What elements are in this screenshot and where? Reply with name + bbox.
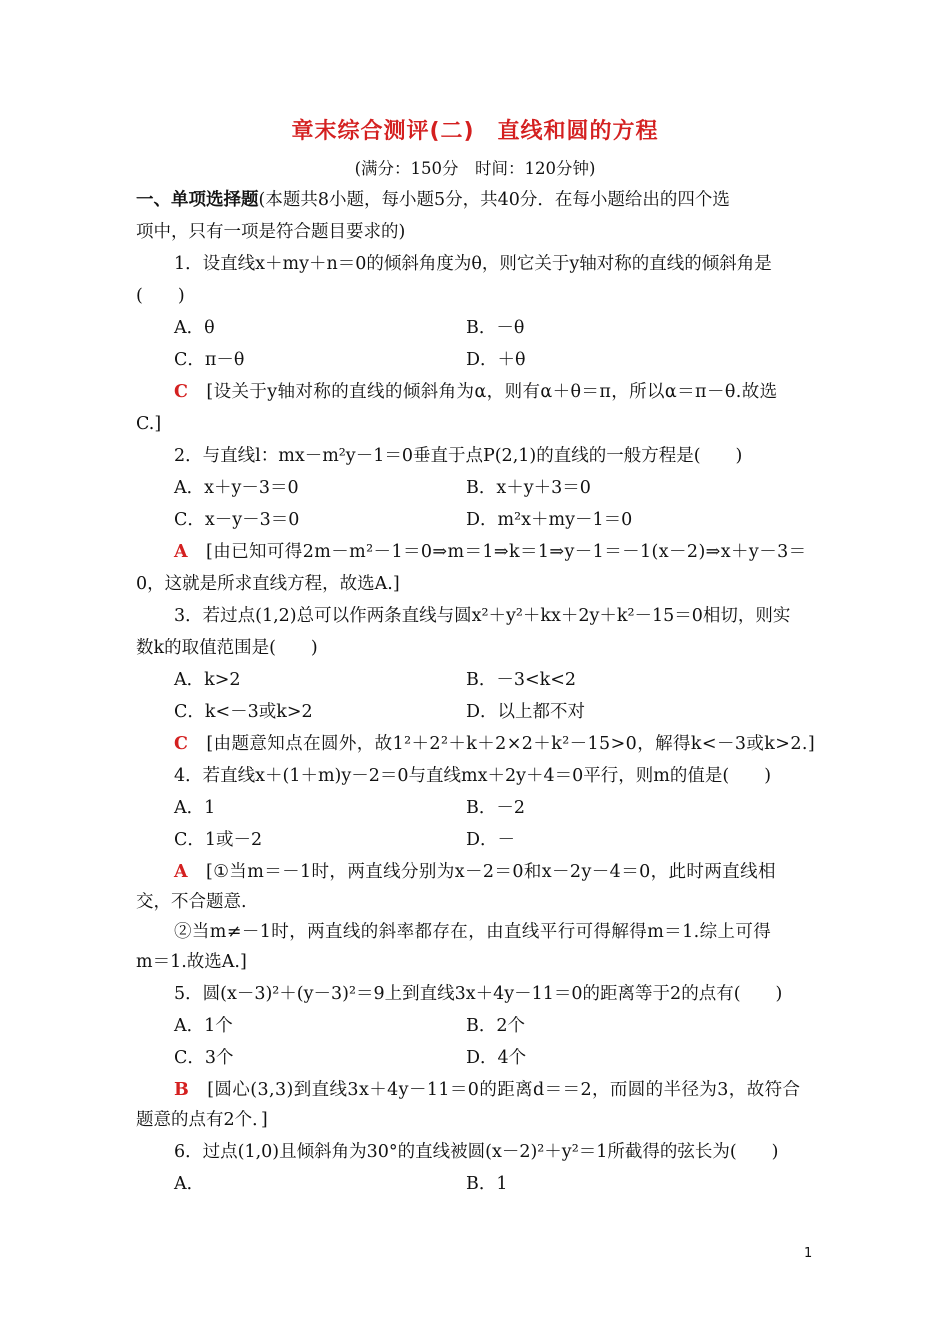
page-subtitle: (满分：150分 时间：120分钟) xyxy=(354,159,596,178)
q5-solution-1: [圆心(3,3)到直线3x＋4y－11＝0的距离d＝＝2，而圆的半径为3，故符合 xyxy=(207,1080,801,1100)
q4-answer: A xyxy=(174,862,188,882)
section-desc-2: 项中，只有一项是符合题目要求的) xyxy=(136,222,406,242)
q5-option-c: C．3个 xyxy=(174,1048,234,1068)
q6-stem-1: 6．过点(1,0)且倾斜角为30°的直线被圆(x－2)²＋y²＝1所截得的弦长为( ) xyxy=(174,1142,779,1162)
q6-option-a: A． xyxy=(174,1174,205,1194)
q2-solution-2: 0，这就是所求直线方程，故选A.] xyxy=(136,574,400,594)
q3-solution-1: [由题意知点在圆外，故1²＋2²＋k＋2×2＋k²－15>0，解得k<－3或k>2.] xyxy=(206,734,816,754)
q5-answer: B xyxy=(174,1080,190,1100)
q2-option-b: B．x＋y＋3＝0 xyxy=(466,478,591,498)
q1-stem-2: ( ) xyxy=(136,286,185,306)
q3-option-a: A．k>2 xyxy=(174,670,241,690)
q4-solution-4: m＝1.故选A.] xyxy=(136,952,247,972)
q2-option-d: D．m²x＋my－1＝0 xyxy=(466,510,633,530)
q4-option-d: D．－ xyxy=(466,830,516,850)
q4-solution-3: ②当m≠－1时，两直线的斜率都存在，由直线平行可得解得m＝1.综上可得 xyxy=(174,922,772,942)
q4-solution-1: [①当m＝－1时，两直线分别为x－2＝0和x－2y－4＝0，此时两直线相 xyxy=(205,862,776,882)
q4-solution-2: 交，不合题意. xyxy=(136,892,247,912)
q4-option-b: B．－2 xyxy=(466,798,525,818)
q5-solution-2: 题意的点有2个．] xyxy=(136,1110,268,1130)
q5-option-b: B．2个 xyxy=(466,1016,525,1036)
q4-option-a: A．1 xyxy=(174,798,216,818)
q5-option-a: A．1个 xyxy=(174,1016,233,1036)
q4-option-c: C．1或－2 xyxy=(174,830,263,850)
q3-option-d: D．以上都不对 xyxy=(466,702,586,722)
q1-solution xyxy=(174,380,778,404)
q3-option-c: C．k<－3或k>2 xyxy=(174,702,313,722)
page-number: 1 xyxy=(804,1246,813,1261)
q1-option-d: D．＋θ xyxy=(466,350,526,370)
q2-answer: A xyxy=(174,542,188,562)
q2-solution xyxy=(174,540,807,564)
page-title: 章末综合测评(二) 直线和圆的方程 xyxy=(291,119,659,144)
section-header xyxy=(136,188,730,212)
q4-solution xyxy=(174,860,776,884)
q1-option-a: A．θ xyxy=(174,318,215,338)
q1-option-b: B．－θ xyxy=(466,318,525,338)
q2-solution-1: [由已知可得2m－m²－1＝0⇒m＝1⇒k＝1⇒y－1＝－1(x－2)⇒x＋y－3＝ xyxy=(205,542,807,562)
q2-stem-1: 2．与直线l：mx－m²y－1＝0垂直于点P(2,1)的直线的一般方程是( ) xyxy=(174,446,743,466)
q1-solution-2: C.] xyxy=(136,414,162,434)
q3-answer: C xyxy=(174,734,189,754)
section-desc-1: (本题共8小题，每小题5分，共40分．在每小题给出的四个选 xyxy=(258,190,730,210)
q1-answer: C xyxy=(174,382,189,402)
q5-solution xyxy=(174,1078,800,1102)
q3-stem-1: 3．若过点(1,2)总可以作两条直线与圆x²＋y²＋kx＋2y＋k²－15＝0相切，则实 xyxy=(174,606,791,626)
section-heading: 一、单项选择题 xyxy=(136,190,259,210)
q2-option-a: A．x＋y－3＝0 xyxy=(174,478,299,498)
q4-stem-1: 4．若直线x＋(1＋m)y－2＝0与直线mx＋2y＋4＝0平行，则m的值是( ) xyxy=(174,766,772,786)
q3-option-b: B．－3<k<2 xyxy=(466,670,577,690)
q3-stem-2: 数k的取值范围是( ) xyxy=(136,638,318,658)
q1-solution-1: [设关于y轴对称的直线的倾斜角为α，则有α＋θ＝π，所以α＝π－θ.故选 xyxy=(206,382,778,402)
q6-option-b: B．1 xyxy=(466,1174,508,1194)
q1-stem-1: 1．设直线x＋my＋n＝0的倾斜角度为θ，则它关于y轴对称的直线的倾斜角是 xyxy=(174,254,772,274)
q3-solution xyxy=(174,732,815,756)
q2-option-c: C．x－y－3＝0 xyxy=(174,510,300,530)
q5-option-d: D．4个 xyxy=(466,1048,527,1068)
q5-stem-1: 5．圆(x－3)²＋(y－3)²＝9上到直线3x＋4y－11＝0的距离等于2的点有( ) xyxy=(174,984,783,1004)
q1-option-c: C．π－θ xyxy=(174,350,245,370)
